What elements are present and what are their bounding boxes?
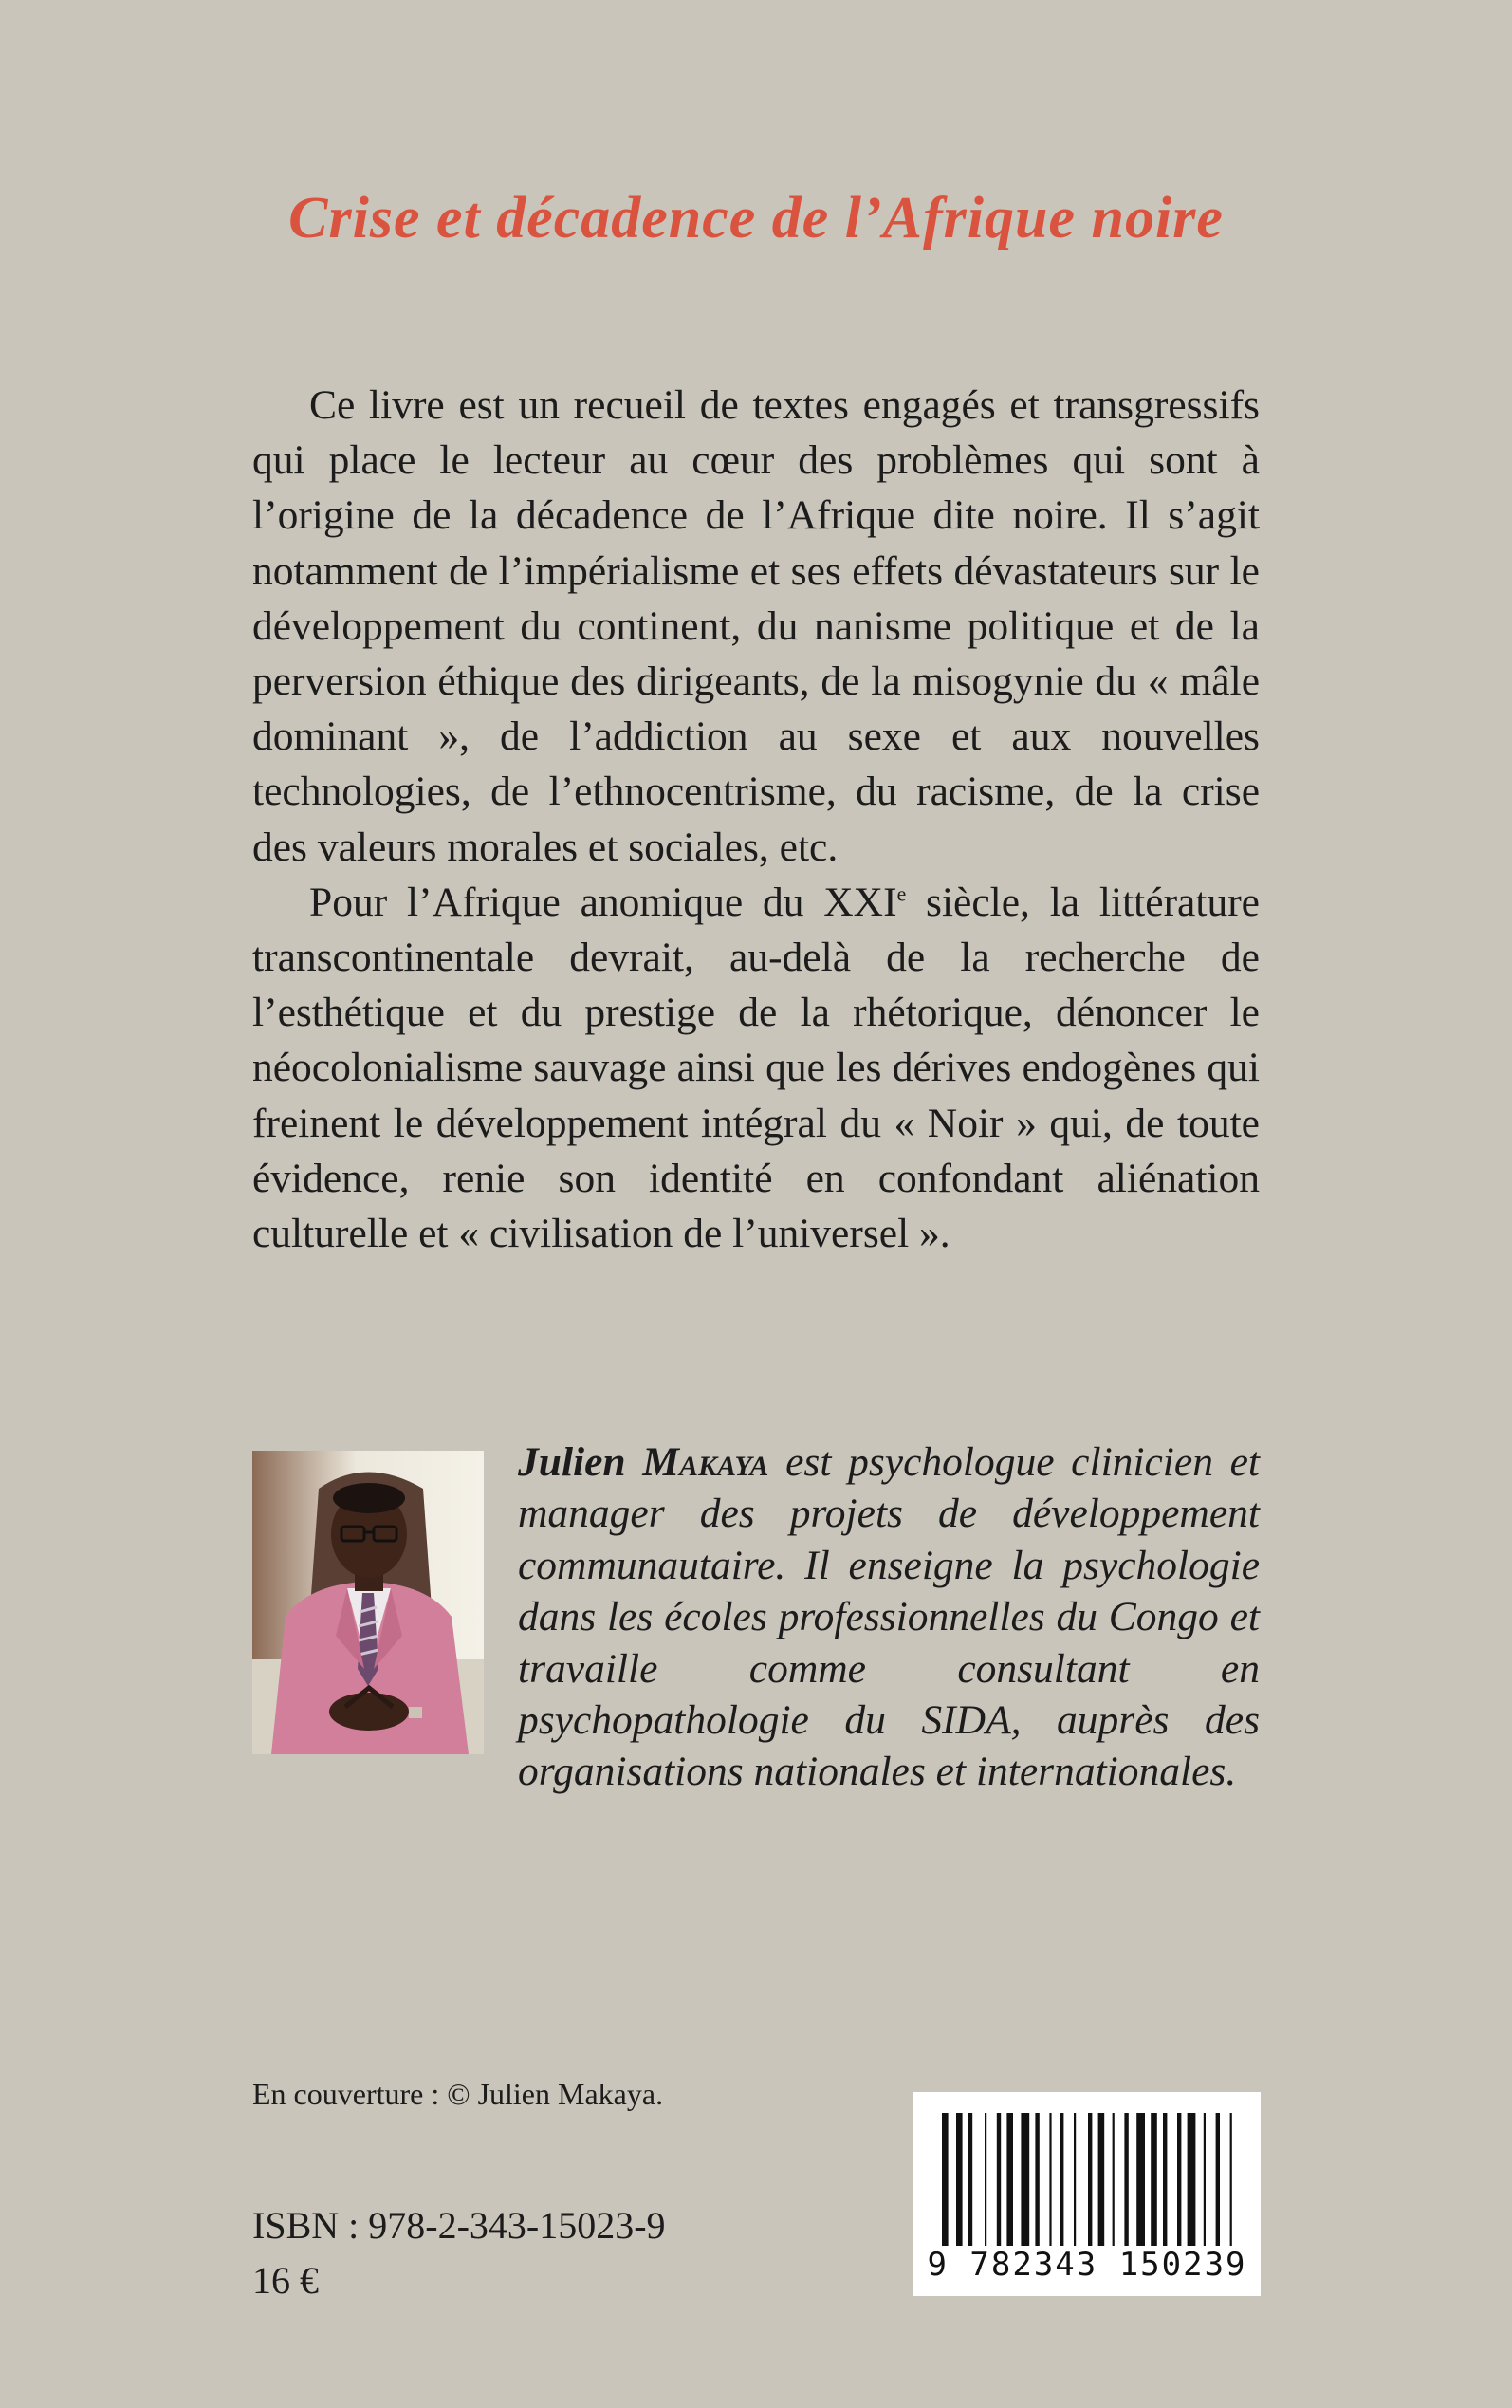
author-name (518, 1439, 768, 1485)
blurb-p2-text: Pour l’Afrique anomique du XXI (309, 879, 897, 925)
isbn-number: ISBN : 978-2-343-15023-9 (252, 2204, 666, 2247)
barcode-digits: 9 782343 150239 (927, 2246, 1247, 2284)
blurb-p2-text-continued: siècle, la littérature transcontinentale devrait, au-delà de la recherche de l’esthétique et du prestige de la rhétorique, dénoncer le néocolonialisme sauvage ainsi que les dérives endogènes qui freinent le développement intégral du « Noir » qui, de toute évidence, renie son identité en confondant aliénation culturelle et « civilisation de l’universel ». (252, 879, 1260, 1257)
century-superscript: e (896, 882, 907, 906)
barcode (913, 2092, 1261, 2296)
author-bio-text: est psychologue clinicien et manager des projets de développement communautaire. Il enseigne la psychologie dans les écoles professionnelles du Congo et travaille comme consultant en psychopathologie du SIDA, auprès des organisations nationales et internationales. (518, 1439, 1260, 1795)
author-photo (252, 1451, 484, 1754)
cover-credit: En couverture : © Julien Makaya. (252, 2077, 664, 2111)
barcode-bars (942, 2113, 1232, 2246)
author-last-name: Makaya (642, 1439, 769, 1485)
blurb-paragraph-2 (252, 875, 1260, 1261)
book-title: Crise et décadence de l’Afrique noire (288, 186, 1224, 250)
author-first-name: Julien (518, 1439, 626, 1485)
author-bio (518, 1436, 1260, 1798)
price: 16 € (252, 2259, 319, 2302)
back-cover-blurb (252, 378, 1260, 1261)
blurb-paragraph-1: Ce livre est un recueil de textes engagés et transgressifs qui place le lecteur au cœur des problèmes qui sont à l’origine de la décadence de l’Afrique dite noire. Il s’agit notamment de l’impérialisme et ses effets dévastateurs sur le développement du continent, du nanisme politique et de la perversion éthique des dirigeants, de la misogynie du « mâle dominant », de l’addiction au sexe et aux nouvelles technologies, de l’ethnocentrisme, du racisme, de la crise des valeurs morales et sociales, etc. (252, 382, 1260, 870)
